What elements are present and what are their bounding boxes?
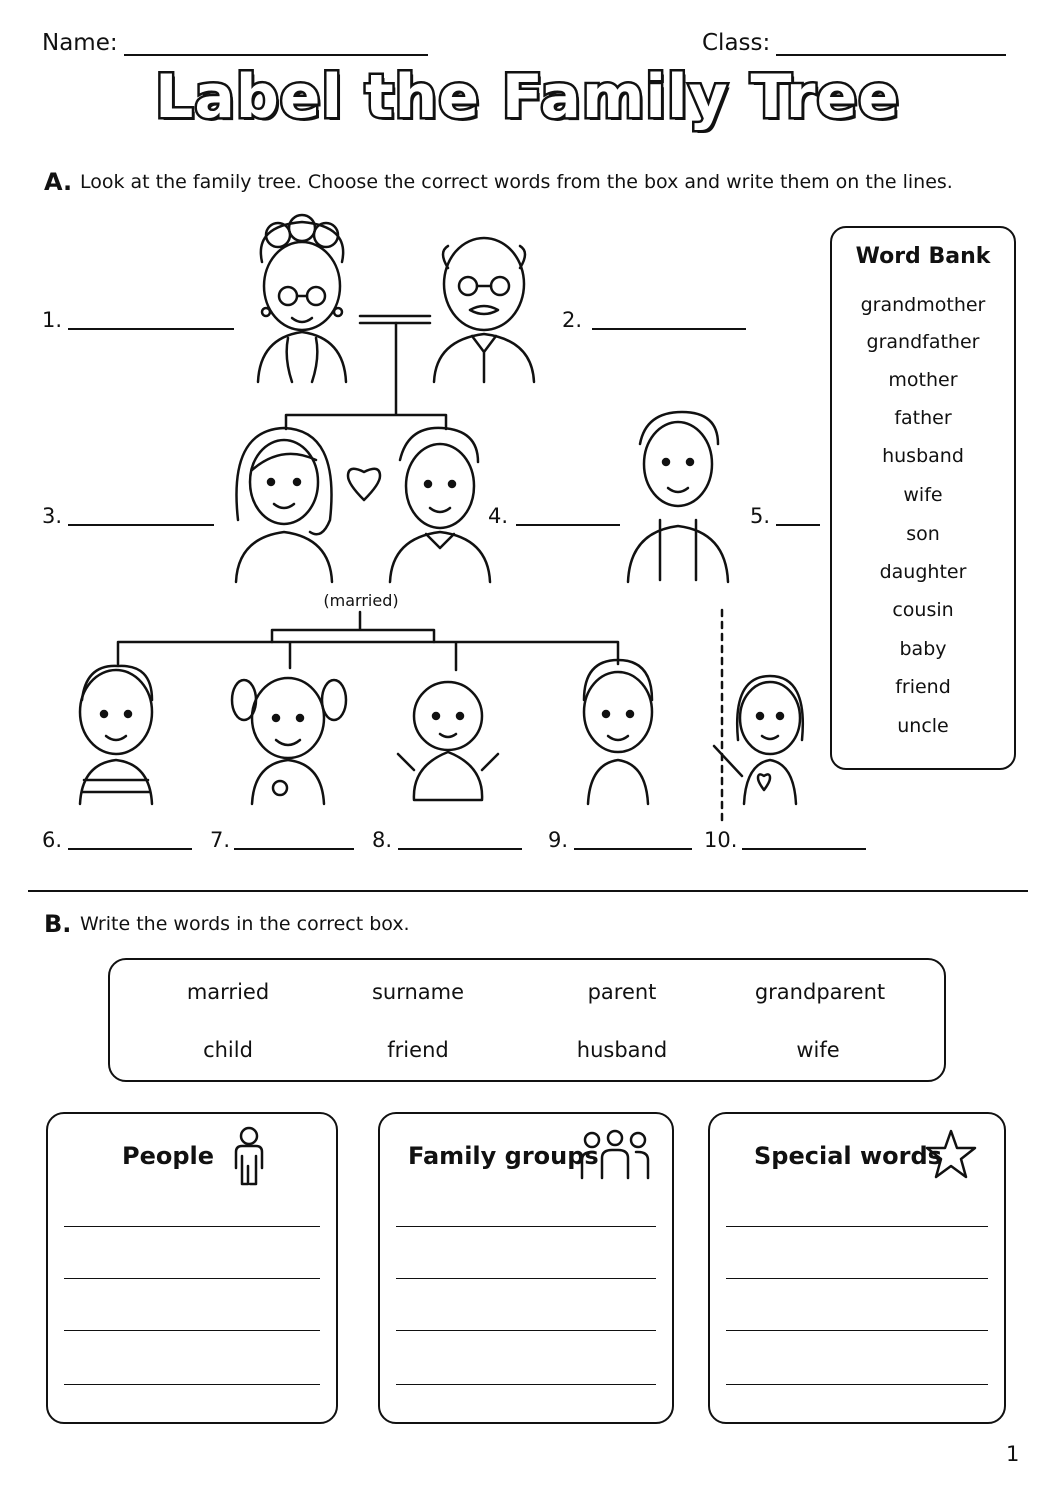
answer-number: 5. <box>750 504 771 528</box>
family-groups-box-title: Family groups <box>408 1142 599 1170</box>
section-b-letter: B. <box>44 910 72 938</box>
people-box-title: People <box>122 1142 215 1170</box>
answer-line[interactable] <box>726 1226 988 1227</box>
section-divider <box>28 890 1028 892</box>
answer-line[interactable] <box>64 1226 320 1227</box>
mother-figure <box>236 428 332 582</box>
friend-girl-figure <box>714 676 803 804</box>
section-a-instruction: Look at the family tree. Choose the correct words from the box and write them on the lines. <box>80 171 953 193</box>
answer-line-10[interactable] <box>742 848 866 850</box>
answer-line[interactable] <box>64 1278 320 1279</box>
group-icon <box>578 1128 652 1182</box>
sort-word: husband <box>576 1038 668 1062</box>
grandfather-figure <box>434 238 534 382</box>
answer-number: 9. <box>548 828 569 852</box>
section-b-instruction: Write the words in the correct box. <box>80 913 410 935</box>
page-number: 1 <box>1006 1442 1020 1466</box>
star-icon <box>924 1128 978 1182</box>
answer-line-2[interactable] <box>592 328 746 330</box>
family-tree-illustration <box>0 200 830 840</box>
answer-line[interactable] <box>726 1278 988 1279</box>
sort-word: surname <box>371 980 465 1004</box>
answer-number: 2. <box>562 308 583 332</box>
special-words-box <box>708 1112 1006 1424</box>
answer-line-5[interactable] <box>776 524 820 526</box>
answer-line[interactable] <box>64 1384 320 1385</box>
page-title: Label the Family Tree <box>155 62 900 132</box>
answer-number: 3. <box>42 504 63 528</box>
sort-word: grandparent <box>754 980 886 1004</box>
word-bank-item: son <box>906 523 940 545</box>
answer-line[interactable] <box>396 1226 656 1227</box>
baby-figure <box>398 682 498 800</box>
answer-number: 7. <box>210 828 231 852</box>
answer-line-8[interactable] <box>398 848 522 850</box>
word-bank-item: father <box>894 407 952 429</box>
name-label: Name: <box>42 30 118 56</box>
sort-word: child <box>203 1038 253 1062</box>
sort-word: parent <box>587 980 657 1004</box>
people-box <box>46 1112 338 1424</box>
section-a-letter: A. <box>44 168 73 196</box>
word-bank-item: grandfather <box>866 331 980 353</box>
word-bank <box>830 226 1016 770</box>
name-field[interactable] <box>124 54 428 56</box>
class-field[interactable] <box>776 54 1006 56</box>
class-label: Class: <box>702 30 771 56</box>
special-words-box-title: Special words <box>754 1142 942 1170</box>
word-bank-item: cousin <box>892 599 954 621</box>
answer-line[interactable] <box>396 1330 656 1331</box>
answer-line[interactable] <box>396 1278 656 1279</box>
answer-line-4[interactable] <box>516 524 620 526</box>
answer-line-9[interactable] <box>574 848 692 850</box>
answer-line-3[interactable] <box>68 524 214 526</box>
sort-word: wife <box>796 1038 840 1062</box>
answer-number: 1. <box>42 308 63 332</box>
answer-number: 10. <box>704 828 738 852</box>
sort-word: friend <box>387 1038 449 1062</box>
word-bank-item: friend <box>895 676 951 698</box>
answer-line[interactable] <box>396 1384 656 1385</box>
grandmother-figure <box>258 215 346 382</box>
answer-line-7[interactable] <box>234 848 354 850</box>
girl-figure <box>232 678 346 804</box>
answer-line-6[interactable] <box>68 848 192 850</box>
sorting-word-box <box>108 958 946 1082</box>
boy-figure <box>80 666 152 804</box>
answer-number: 4. <box>488 504 509 528</box>
sort-word: married <box>186 980 270 1004</box>
answer-line[interactable] <box>726 1384 988 1385</box>
answer-line-1[interactable] <box>68 328 234 330</box>
father-figure <box>390 428 490 582</box>
person-icon <box>226 1126 272 1188</box>
word-bank-item: baby <box>899 638 947 660</box>
word-bank-item: wife <box>903 484 943 506</box>
word-bank-title: Word Bank <box>855 244 991 269</box>
word-bank-item: uncle <box>897 715 949 737</box>
answer-line[interactable] <box>726 1330 988 1331</box>
man-figure <box>628 412 728 582</box>
answer-number: 6. <box>42 828 63 852</box>
answer-number: 8. <box>372 828 393 852</box>
married-note: (married) <box>323 591 399 610</box>
word-bank-item: mother <box>888 369 958 391</box>
word-bank-item: daughter <box>879 561 967 583</box>
curly-boy-figure <box>584 660 652 804</box>
word-bank-item: husband <box>882 445 964 467</box>
answer-line[interactable] <box>64 1330 320 1331</box>
word-bank-item: grandmother <box>860 294 986 316</box>
family-groups-box <box>378 1112 674 1424</box>
